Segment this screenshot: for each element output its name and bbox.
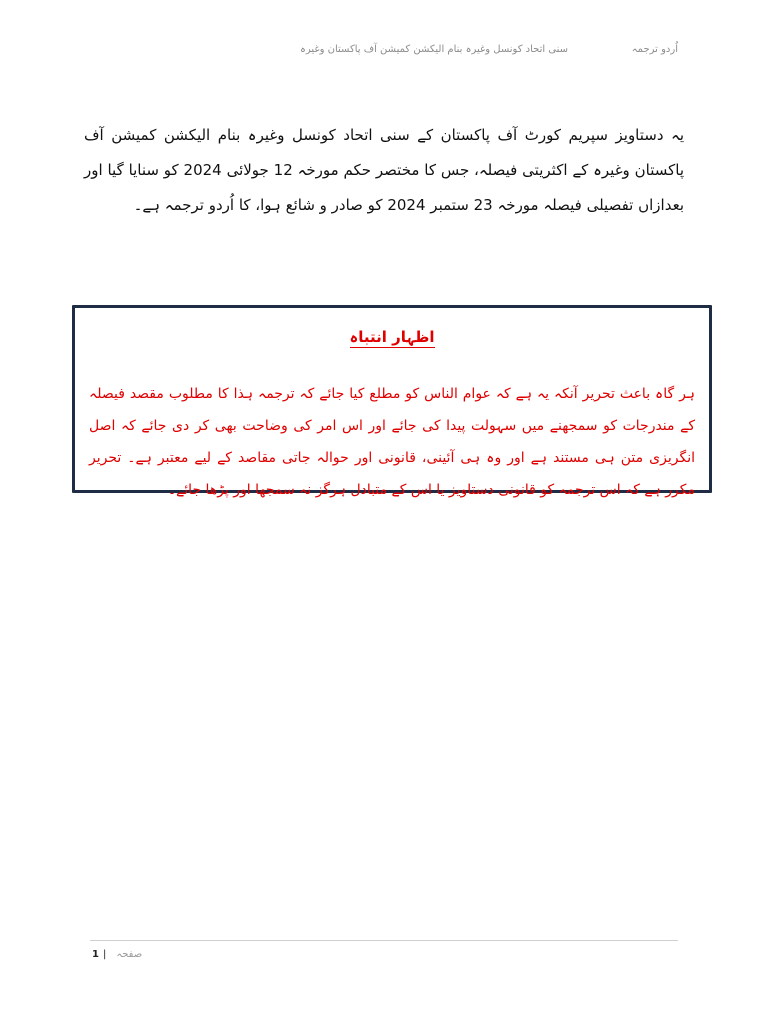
footer-divider	[90, 940, 678, 941]
disclaimer-title	[75, 328, 709, 346]
page-label: صفحہ	[116, 949, 143, 960]
disclaimer-title-text: اظہار انتباہ	[349, 328, 435, 346]
header-doc-label: اُردو ترجمہ	[631, 44, 678, 55]
disclaimer-box	[72, 305, 712, 498]
page-number: 1	[92, 949, 99, 960]
page-footer	[92, 949, 142, 960]
header-case-title: سنی اتحاد کونسل وغیرہ بنام الیکشن کمیشن آف پاکستان وغیرہ	[300, 44, 569, 55]
intro-paragraph: یہ دستاویز سپریم کورٹ آف پاکستان کے سنی اتحاد کونسل وغیرہ بنام الیکشن کمیشن آف پاکستان وغیرہ کے اکثریتی فیصلہ، جس کا مختصر حکم مورخہ 12 جولائی 2024 کو سنایا گیا اور بعدازاں تفصیلی فیصلہ مورخہ 23 ستمبر 2024 کو صادر و شائع ہوا، کا اُردو ترجمہ ہے۔	[84, 126, 684, 214]
footer-separator: |	[102, 949, 107, 960]
disclaimer-body: ہر گاہ باعث تحریر آنکہ یہ ہے کہ عوام الناس کو مطلع کیا جائے کہ ترجمہ ہذا کا مطلوب مقصد فیصلہ کے مندرجات کو سمجھنے میں سہولت پیدا کی جائے اور اس امر کی وضاحت بھی کر دی جائے کہ اصل انگریزی متن ہی مستند ہے اور وہ ہی آئینی، قانونی اور حوالہ جاتی مقاصد کے لیے معتبر ہے۔ تحریر مکرر ہے کہ اس ترجمہ کو قانونی دستاویز یا اس کے متبادل ہرگز نہ سمجھا اور پڑھا جائے۔	[89, 386, 696, 498]
